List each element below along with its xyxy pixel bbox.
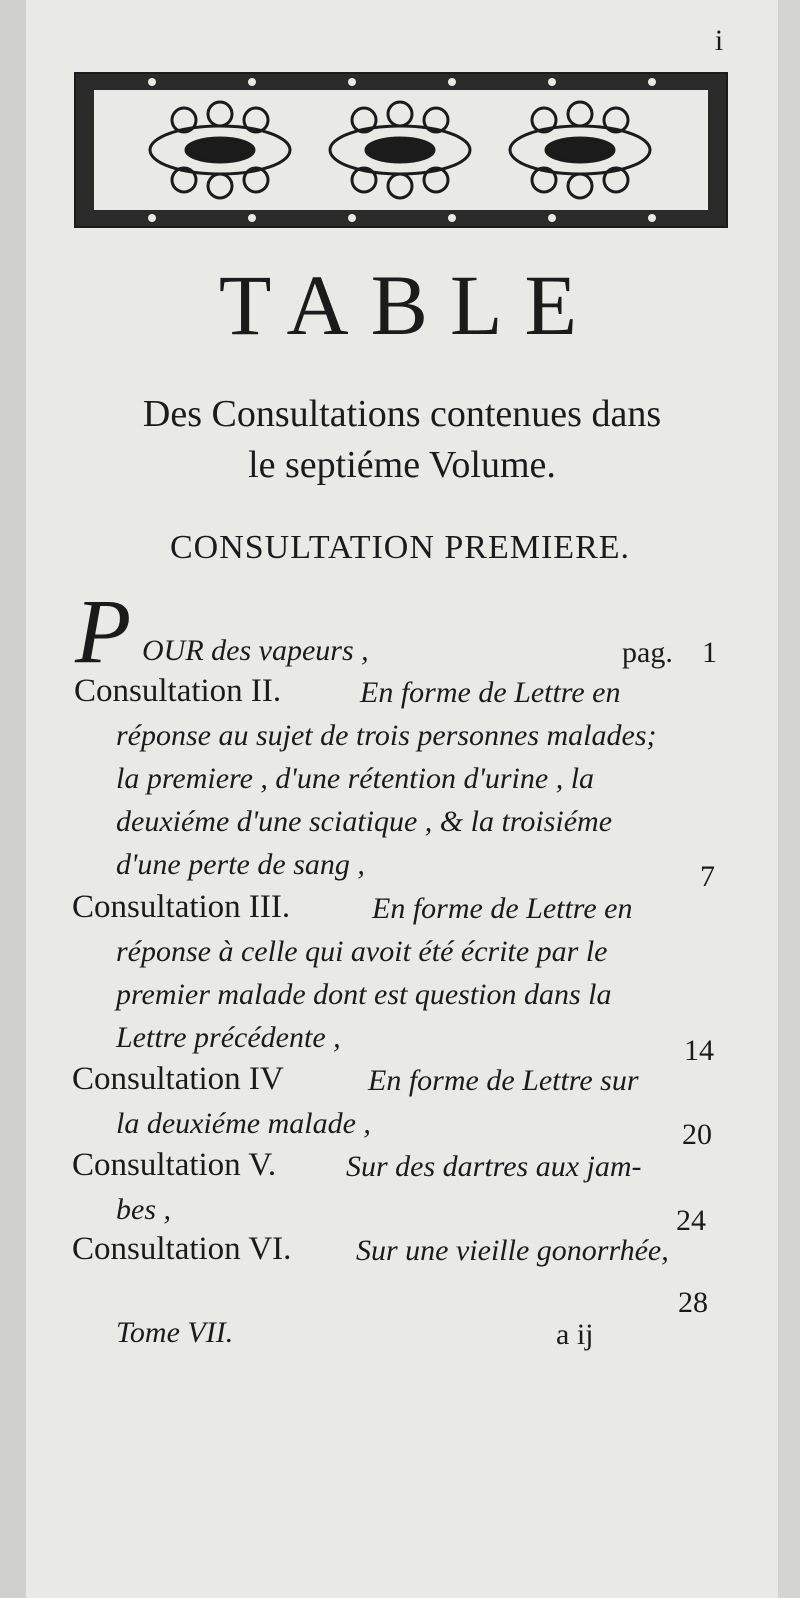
page-left-edge [0,0,26,1598]
ornamental-headpiece [72,70,730,230]
entry-text: Sur des dartres aux jam- [346,1150,642,1183]
entry-text: Lettre précédente , [116,1021,341,1054]
entry-text: d'une perte de sang , [116,848,365,881]
entry-text: En forme de Lettre en [372,892,633,925]
drop-cap: P [75,580,132,682]
entry-text: En forme de Lettre en [360,676,621,709]
page-number: 24 [676,1204,706,1237]
page-number: 20 [682,1118,712,1151]
entry-text: réponse à celle qui avoit été écrite par le [116,935,608,968]
entry-text: réponse au sujet de trois personnes malades; [116,719,657,752]
entry-text: OUR des vapeurs , [142,634,369,667]
entry-label: Consultation IV [72,1061,284,1097]
page-label: pag. [622,636,673,669]
page-right-edge [778,0,800,1598]
footer-signature: a ij [556,1318,594,1351]
entry-text: la deuxiéme malade , [116,1107,371,1140]
entry-text: deuxiéme d'une sciatique , & la troisiéme [116,805,613,838]
page-number: 1 [702,636,717,669]
entry-text: En forme de Lettre sur [368,1064,639,1097]
entry-text: premier malade dont est question dans la [116,978,612,1011]
footer-volume: Tome VII. [116,1316,234,1349]
subtitle-line-2: le septiéme Volume. [248,444,556,486]
entry-label: Consultation II. [74,673,282,709]
entry-text: Sur une vieille gonorrhée, [356,1234,669,1267]
entry-label: Consultation V. [72,1147,277,1183]
corner-mark: i [714,24,724,57]
page-number: 14 [684,1034,714,1067]
page-title: TABLE [218,257,600,353]
entry-label: Consultation III. [72,889,291,925]
page-number: 28 [678,1286,708,1319]
entry-label: Consultation VI. [72,1231,292,1267]
page-number: 7 [700,860,715,893]
section-heading: CONSULTATION PREMIERE. [169,529,631,566]
entry-text: la premiere , d'une rétention d'urine , la [116,762,595,795]
entry-text: bes , [116,1193,171,1226]
subtitle-line-1: Des Consultations contenues dans [142,393,662,435]
